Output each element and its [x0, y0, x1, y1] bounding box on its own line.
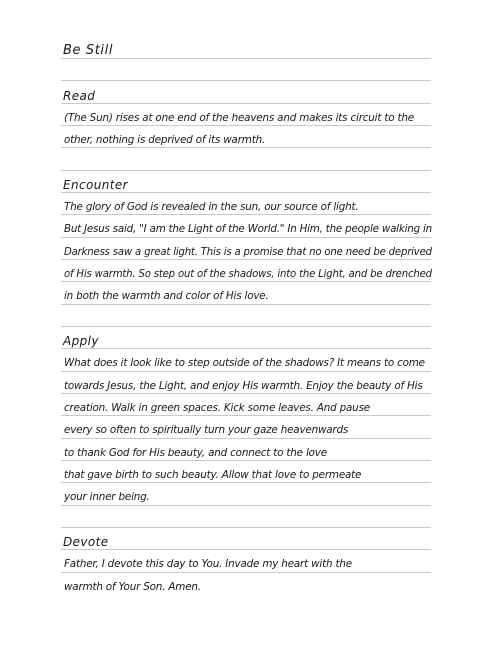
ruled-line — [61, 482, 431, 483]
ruled-line — [61, 415, 431, 416]
ruled-line — [61, 170, 431, 171]
encounter-line: of His warmth. So step out of the shadows, into the Light, and be drenched — [64, 268, 432, 280]
ruled-line — [61, 572, 431, 573]
read-line: other, nothing is deprived of its warmth. — [64, 134, 266, 146]
section-heading-read: Read — [63, 89, 96, 103]
section-heading-apply: Apply — [63, 334, 99, 348]
section-heading-devote: Devote — [63, 535, 109, 549]
apply-line: towards Jesus, the Light, and enjoy His warmth. Enjoy the beauty of His — [64, 380, 423, 392]
ruled-line — [61, 549, 431, 550]
ruled-line — [61, 527, 431, 528]
page-title: Be Still — [63, 43, 114, 58]
ruled-line — [61, 348, 431, 349]
apply-line: to thank God for His beauty, and connect to the love — [64, 447, 327, 459]
encounter-line: But Jesus said, "I am the Light of the World." In Him, the people walking in — [64, 223, 432, 235]
ruled-line — [61, 371, 431, 372]
ruled-line — [61, 214, 431, 215]
apply-line: What does it look like to step outside of the shadows? It means to come — [64, 357, 425, 369]
ruled-line — [61, 259, 431, 260]
ruled-line — [61, 281, 431, 282]
ruled-line — [61, 505, 431, 506]
ruled-line — [61, 192, 431, 193]
encounter-line: in both the warmth and color of His love. — [64, 290, 269, 302]
ruled-line — [61, 326, 431, 327]
ruled-line — [61, 125, 431, 126]
ruled-line — [61, 147, 431, 148]
devote-line: Father, I devote this day to You. Invade my heart with the — [64, 558, 352, 570]
section-heading-encounter: Encounter — [63, 178, 128, 192]
read-line: (The Sun) rises at one end of the heavens and makes its circuit to the — [64, 112, 414, 124]
ruled-line — [61, 80, 431, 81]
encounter-line: The glory of God is revealed in the sun, our source of light. — [64, 201, 359, 213]
ruled-line — [61, 103, 431, 104]
apply-line: every so often to spiritually turn your gaze heavenwards — [64, 424, 349, 436]
apply-line: creation. Walk in green spaces. Kick some leaves. And pause — [64, 402, 370, 414]
apply-line: your inner being. — [64, 491, 150, 503]
ruled-line — [61, 460, 431, 461]
devote-line: warmth of Your Son. Amen. — [64, 581, 201, 593]
ruled-line — [61, 304, 431, 305]
ruled-line — [61, 237, 431, 238]
ruled-line — [61, 393, 431, 394]
ruled-line — [61, 438, 431, 439]
apply-line: that gave birth to such beauty. Allow that love to permeate — [64, 469, 362, 481]
encounter-line: Darkness saw a great light. This is a promise that no one need be deprived — [64, 246, 432, 258]
ruled-line — [61, 58, 431, 59]
